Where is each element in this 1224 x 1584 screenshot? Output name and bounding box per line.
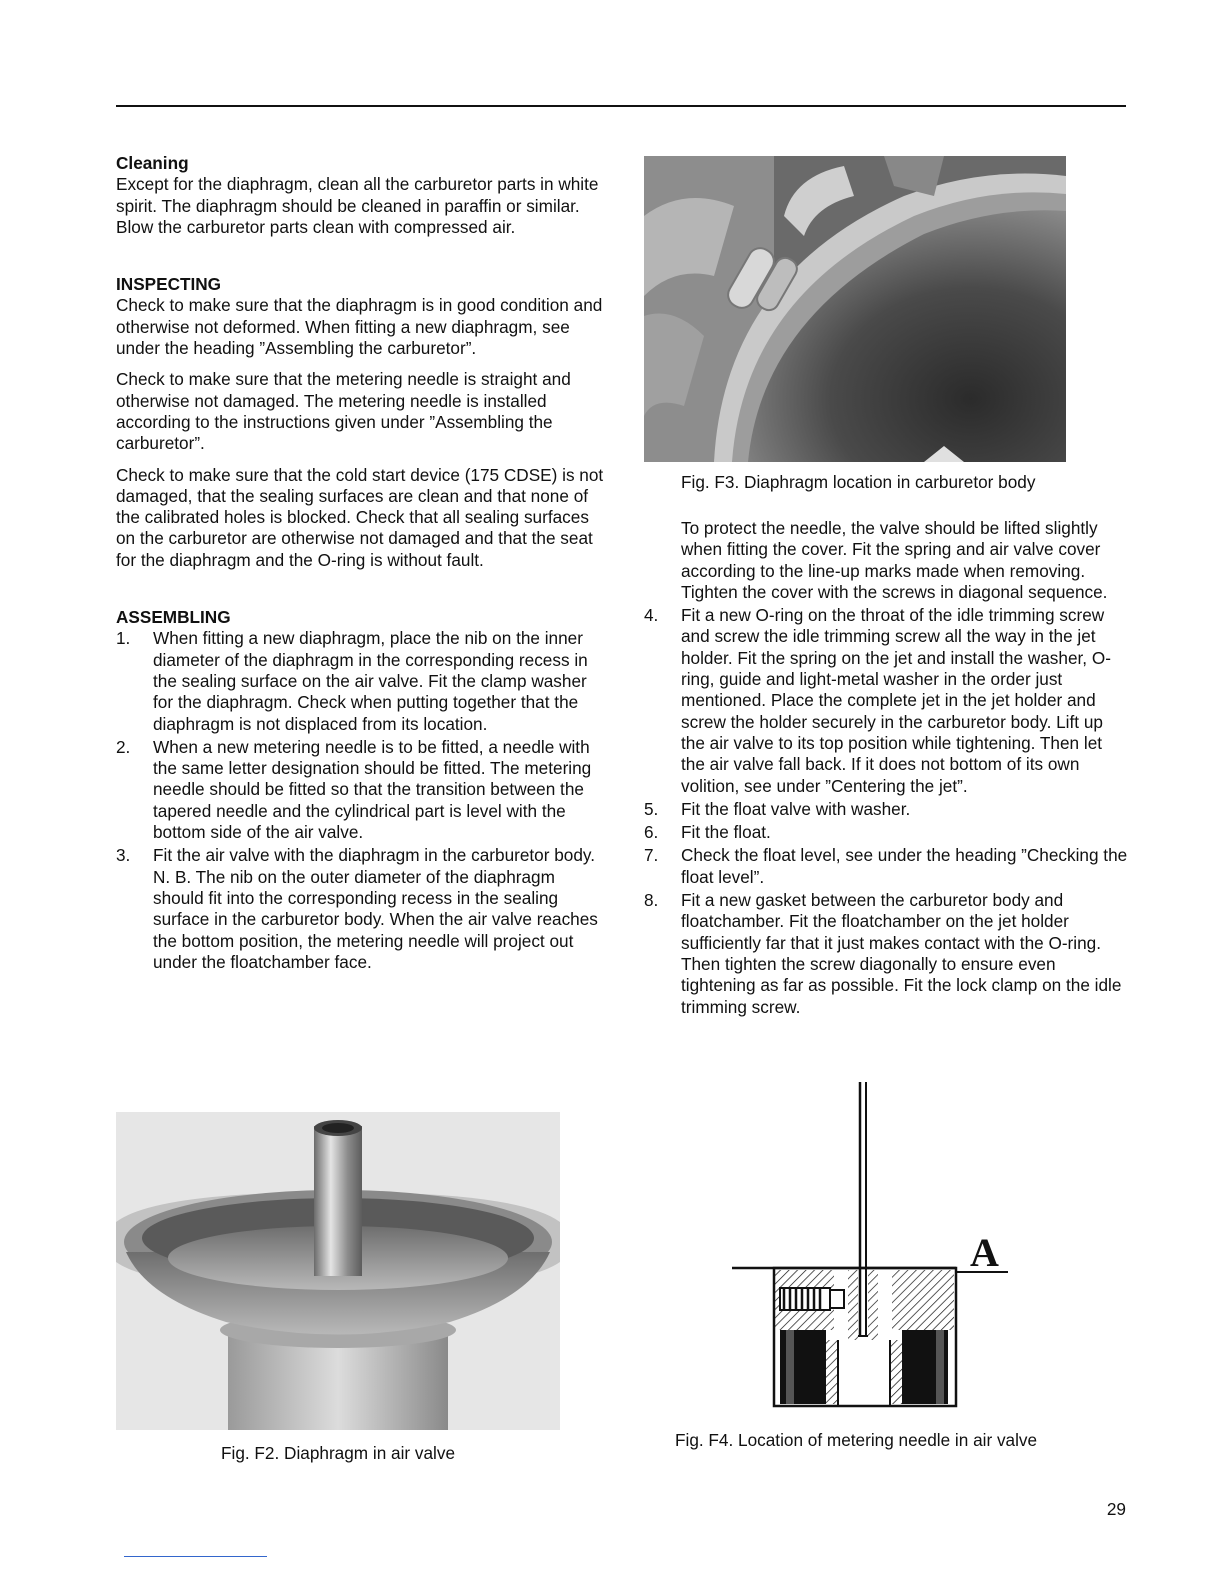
step-text: Fit a new O-ring on the throat of the idle trimming screw and screw the idle trimming screw all the way in the jet holder. Fit the spring on the jet and install the washer, O-ring, guide and light-metal washer in the order just mentioned. Place the complete jet in the jet holder and screw the holder securely in the carburetor body. Lift up the air valve to its top position while tightening. Then let the air valve fall back. If it does not bottom of its own volition, see under ”Centering the jet”. bbox=[681, 605, 1111, 796]
page-number: 29 bbox=[1106, 1499, 1126, 1519]
step-number: 6. bbox=[644, 822, 659, 843]
diaphragm-air-valve-photo bbox=[116, 1112, 560, 1430]
figure-f4-caption: Fig. F4. Location of metering needle in air valve bbox=[675, 1430, 1038, 1450]
inspecting-paragraph: Check to make sure that the metering needle is straight and otherwise not damaged. The metering needle is installed according to the instructions given under ”Assembling the carburetor”. bbox=[116, 369, 571, 454]
step-3-continuation: To protect the needle, the valve should be lifted slightly when fitting the cover. Fit the spring and air valve cover according to the line-up marks made when removing. Tighten the cover with the screws in diagonal sequence. bbox=[681, 518, 1108, 602]
left-column bbox=[116, 153, 606, 975]
cleaning-text: Except for the diaphragm, clean all the carburetor parts in white spirit. The diaphragm should be cleaned in paraffin or similar. Blow the carburetor parts clean with compressed air. bbox=[116, 174, 599, 237]
assembling-step bbox=[644, 799, 1130, 820]
figure-f4-drawing bbox=[726, 1078, 1016, 1410]
step-text: Check the float level, see under the heading ”Checking the float level”. bbox=[681, 845, 1128, 887]
assembling-step bbox=[644, 822, 1130, 843]
figure-f2-photo bbox=[116, 1112, 560, 1430]
reference-label-a: A bbox=[970, 1230, 999, 1275]
assembling-step bbox=[116, 628, 606, 734]
step-text: Fit the air valve with the diaphragm in the carburetor body. N. B. The nib on the outer diameter of the diaphragm should fit into the corresponding recess in the sealing surface in the carburetor body. When the air valve reaches the bottom position, the metering needle will project out under the floatchamber face. bbox=[153, 845, 598, 972]
header-rule bbox=[116, 105, 1126, 107]
step-text: Fit a new gasket between the carburetor body and floatchamber. Fit the floatchamber on the jet holder sufficiently far that it just makes contact with the O-ring. Then tighten the screw diagonally to ensure even tightening as far as possible. Fit the lock clamp on the idle trimming screw. bbox=[681, 890, 1122, 1017]
figure-f3-caption: Fig. F3. Diaphragm location in carburetor body bbox=[681, 472, 1036, 492]
figure-f2-caption: Fig. F2. Diaphragm in air valve bbox=[221, 1443, 456, 1463]
assembling-steps-continued bbox=[644, 605, 1130, 1018]
figure-f3-photo bbox=[644, 156, 1066, 462]
metering-needle-diagram bbox=[726, 1078, 1016, 1410]
step-text: When a new metering needle is to be fitted, a needle with the same letter designation should be fitted. The metering needle should be fitted so that the transition between the tapered needle and the cylindrical part is level with the bottom side of the air valve. bbox=[153, 736, 592, 843]
step-number: 4. bbox=[644, 605, 659, 626]
step-text: When fitting a new diaphragm, place the nib on the inner diameter of the diaphragm in the corresponding recess in the sealing surface on the air valve. Fit the clamp washer for the diaphragm. Check when putting together that the diaphragm is not displaced from its location. bbox=[153, 628, 588, 734]
assembling-step bbox=[644, 845, 1130, 888]
inspecting-paragraph: Check to make sure that the cold start device (175 CDSE) is not damaged, that the sealing surfaces are clean and that none of the calibrated holes is blocked. Check that all sealing surfaces on the carburetor are otherwise not damaged and that the seat for the diaphragm and the O-ring is without fault. bbox=[116, 464, 604, 570]
footer-link-underline bbox=[124, 1556, 267, 1557]
assembling-step bbox=[644, 605, 1130, 797]
inspecting-heading: INSPECTING bbox=[116, 274, 222, 295]
cleaning-heading: Cleaning bbox=[116, 153, 189, 173]
step-number: 2. bbox=[116, 736, 131, 757]
assembling-step bbox=[116, 845, 606, 973]
assembling-step bbox=[116, 737, 606, 843]
diaphragm-location-photo bbox=[644, 156, 1066, 462]
inspecting-paragraph: Check to make sure that the diaphragm is in good condition and otherwise not deformed. When fitting a new diaphragm, see under the heading ”Assembling the carburetor”. bbox=[116, 295, 603, 359]
step-number: 8. bbox=[644, 890, 659, 911]
step-number: 7. bbox=[644, 845, 659, 866]
assembling-step bbox=[644, 890, 1130, 1018]
step-number: 1. bbox=[116, 628, 131, 649]
step-number: 3. bbox=[116, 845, 131, 866]
step-number: 5. bbox=[644, 798, 659, 819]
assembling-heading: ASSEMBLING bbox=[116, 607, 231, 628]
step-text: Fit the float. bbox=[681, 822, 771, 843]
right-column bbox=[644, 518, 1130, 1020]
assembling-steps bbox=[116, 628, 606, 973]
step-text: Fit the float valve with washer. bbox=[681, 798, 911, 819]
